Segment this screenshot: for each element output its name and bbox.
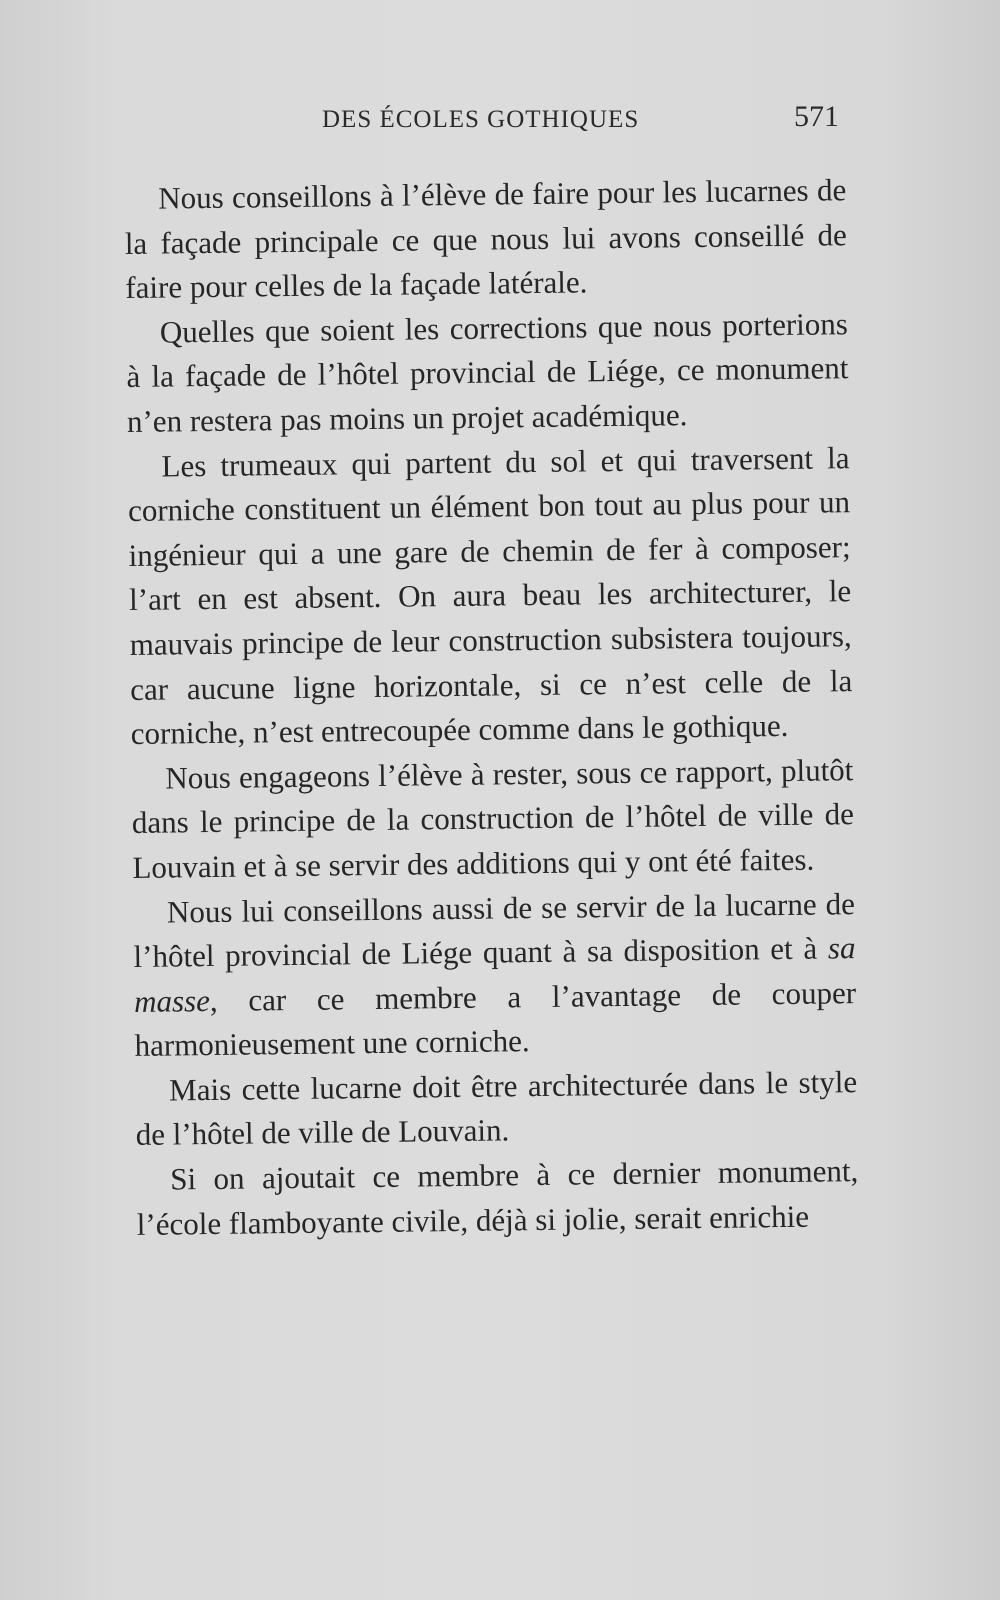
paragraph bbox=[133, 882, 857, 1069]
paragraph: Si on ajoutait ce membre à ce dernier monument, l’école flamboyante civile, déjà si jolie, serait enrichie bbox=[136, 1153, 859, 1242]
running-head: DES ÉCOLES GOTHIQUES bbox=[322, 106, 640, 133]
page-number: 571 bbox=[794, 100, 839, 133]
paragraph-text: , car ce membre a l’avantage de couper harmonieusement une corniche. bbox=[134, 974, 857, 1064]
paragraph: Nous conseillons à l’élève de faire pour les lucarnes de la façade principale ce que nous lui avons conseillé de faire pour celles de la façade latérale. bbox=[124, 172, 847, 306]
emphasis-text: sa masse bbox=[133, 930, 856, 1019]
paragraph: Les trumeaux qui partent du sol et qui traversent la corniche constituent un élément bon tout au plus pour un ingénieur qui a une gare de chemin de fer à composer; l’art en est absent. On aura beau les architecturer, le mauvais principe de leur construction subsistera toujours, car aucune ligne horizontale, si ce n’est celle de la corniche, n’est entrecoupée comme dans le gothique. bbox=[127, 439, 853, 752]
paragraph: Mais cette lucarne doit être architecturée dans le style de l’hôtel de ville de Louvain. bbox=[135, 1063, 858, 1153]
paragraph-text: Nous lui conseillons aussi de se servir de la lucarne de l’hôtel provincial de Liége quant à sa disposition et à bbox=[133, 885, 856, 975]
paragraph: Nous engageons l’élève à rester, sous ce rapport, plutôt dans le principe de la construction de l’hôtel de ville de Louvain et à se servir des additions qui y ont été faites. bbox=[131, 751, 855, 885]
paragraph: Quelles que soient les corrections que nous porterions à la façade de l’hôtel provincial de Liége, ce monument n’en restera pas moins un projet académique. bbox=[126, 305, 849, 439]
body-text bbox=[124, 168, 859, 1247]
